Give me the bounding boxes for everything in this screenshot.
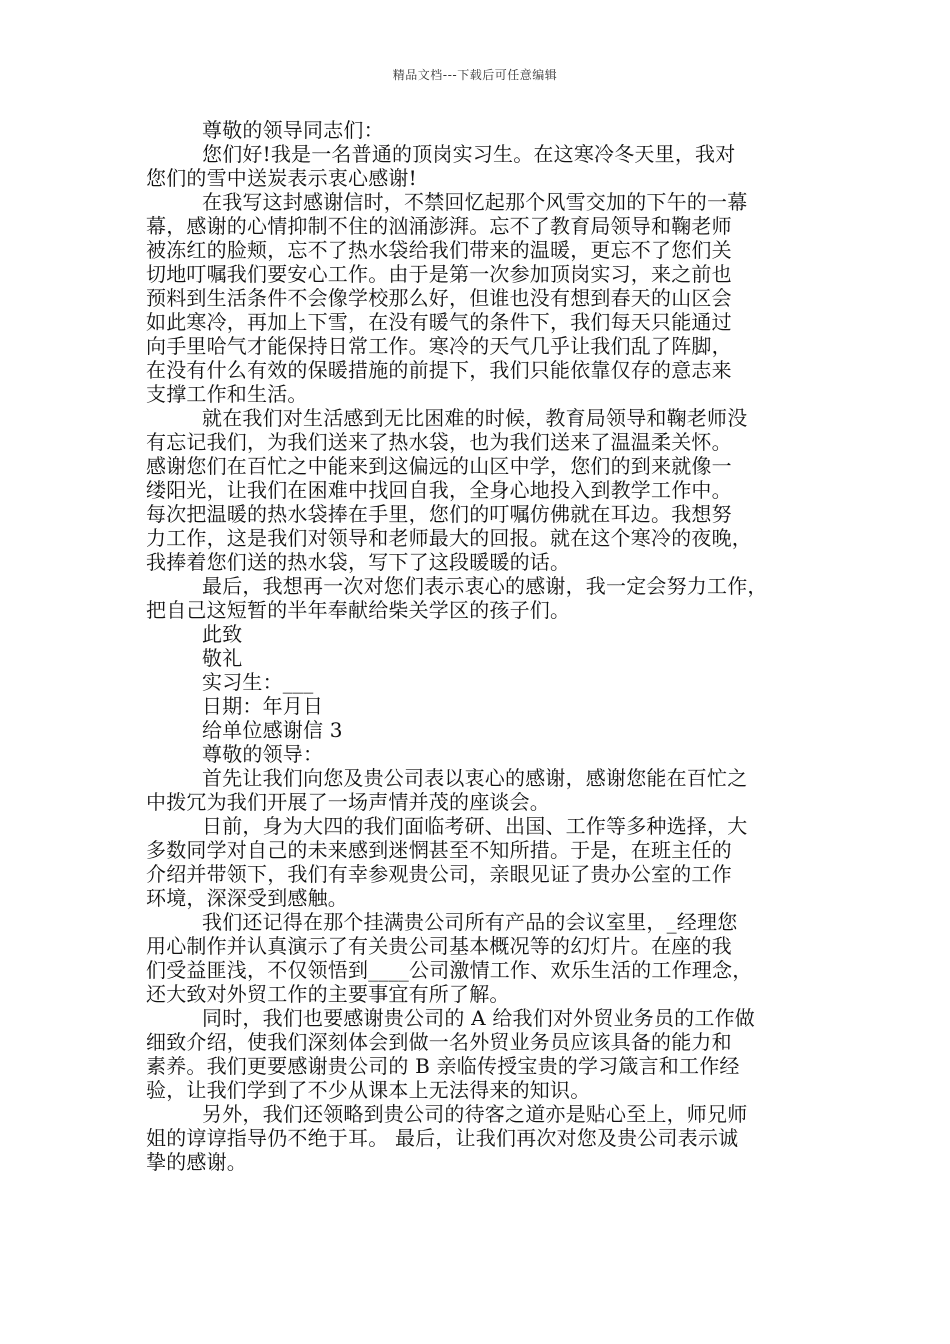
text-line: 日期：年月日: [202, 694, 324, 718]
text-line: 如此寒冷，再加上下雪，在没有暖气的条件下，我们每天只能通过: [146, 310, 732, 334]
text-line: 此致: [202, 622, 243, 646]
text-line: 实习生：___: [202, 670, 314, 694]
text-line: 介绍并带领下，我们有幸参观贵公司，亲眼见证了贵办公室的工作: [146, 862, 732, 886]
text-line: 多数同学对自己的未来感到迷惘甚至不知所措。于是，在班主任的: [146, 838, 732, 862]
text-line: 姐的谆谆指导仍不绝于耳。 最后，让我们再次对您及贵公司表示诚: [146, 1126, 739, 1150]
text-line: 敬礼: [202, 646, 243, 670]
text-line: 用心制作并认真演示了有关贵公司基本概况等的幻灯片。在座的我: [146, 934, 732, 958]
text-line: 把自己这短暂的半年奉献给柴关学区的孩子们。: [146, 598, 571, 622]
text-line: 支撑工作和生活。: [146, 382, 308, 406]
text-line: 幕，感谢的心情抑制不住的汹涌澎湃。忘不了教育局领导和鞠老师: [146, 214, 732, 238]
text-line: 向手里哈气才能保持日常工作。寒冷的天气几乎让我们乱了阵脚，: [146, 334, 732, 358]
text-line: 另外，我们还领略到贵公司的待客之道亦是贴心至上，师兄师: [202, 1102, 748, 1126]
text-line: 们受益匪浅，不仅领悟到____公司激情工作、欢乐生活的工作理念，: [146, 958, 753, 982]
text-line: 最后，我想再一次对您们表示衷心的感谢，我一定会努力工作，: [202, 574, 768, 598]
text-line: 您们好!我是一名普通的顶岗实习生。在这寒冷冬天里，我对: [202, 142, 736, 166]
text-line: 缕阳光，让我们在困难中找回自我，全身心地投入到教学工作中。: [146, 478, 732, 502]
text-line: 我们还记得在那个挂满贵公司所有产品的会议室里，_经理您: [202, 910, 738, 934]
letter-body: [146, 118, 810, 1174]
text-line: 在没有什么有效的保暖措施的前提下，我们只能依靠仅存的意志来: [146, 358, 732, 382]
text-line: 验，让我们学到了不少从课本上无法得来的知识。: [146, 1078, 591, 1102]
text-line: 尊敬的领导同志们：: [202, 118, 384, 142]
page-header: 精品文档---下载后可任意编辑: [392, 68, 558, 82]
text-line: 感谢您们在百忙之中能来到这偏远的山区中学，您们的到来就像一: [146, 454, 732, 478]
text-line: 在我写这封感谢信时，不禁回忆起那个风雪交加的下午的一幕: [202, 190, 748, 214]
text-line: 中拨冗为我们开展了一场声情并茂的座谈会。: [146, 790, 550, 814]
text-line: 有忘记我们，为我们送来了热水袋，也为我们送来了温温柔关怀。: [146, 430, 732, 454]
text-line: 细致介绍，使我们深刻体会到做一名外贸业务员应该具备的能力和: [146, 1030, 732, 1054]
text-line: 首先让我们向您及贵公司表以衷心的感谢，感谢您能在百忙之: [202, 766, 748, 790]
text-line: 给单位感谢信 3: [202, 718, 343, 742]
text-line: 日前，身为大四的我们面临考研、出国、工作等多种选择，大: [202, 814, 748, 838]
text-line: 就在我们对生活感到无比困难的时候，教育局领导和鞠老师没: [202, 406, 748, 430]
text-line: 被冻红的脸颊，忘不了热水袋给我们带来的温暖，更忘不了您们关: [146, 238, 732, 262]
text-line: 您们的雪中送炭表示衷心感谢!: [146, 166, 417, 190]
text-line: 还大致对外贸工作的主要事宜有所了解。: [146, 982, 510, 1006]
text-line: 每次把温暖的热水袋捧在手里，您们的叮嘱仿佛就在耳边。我想努: [146, 502, 732, 526]
text-line: 切地叮嘱我们要安心工作。由于是第一次参加顶岗实习，来之前也: [146, 262, 732, 286]
text-line: 我捧着您们送的热水袋，写下了这段暖暖的话。: [146, 550, 571, 574]
text-line: 同时，我们也要感谢贵公司的 A 给我们对外贸业务员的工作做: [202, 1006, 755, 1030]
text-line: 尊敬的领导：: [202, 742, 324, 766]
text-line: 预料到生活条件不会像学校那么好，但谁也没有想到春天的山区会: [146, 286, 732, 310]
text-line: 素养。我们更要感谢贵公司的 B 亲临传授宝贵的学习箴言和工作经: [146, 1054, 740, 1078]
text-line: 环境，深深受到感触。: [146, 886, 348, 910]
text-line: 挚的感谢。: [146, 1150, 247, 1174]
text-line: 力工作，这是我们对领导和老师最大的回报。就在这个寒冷的夜晚，: [146, 526, 752, 550]
